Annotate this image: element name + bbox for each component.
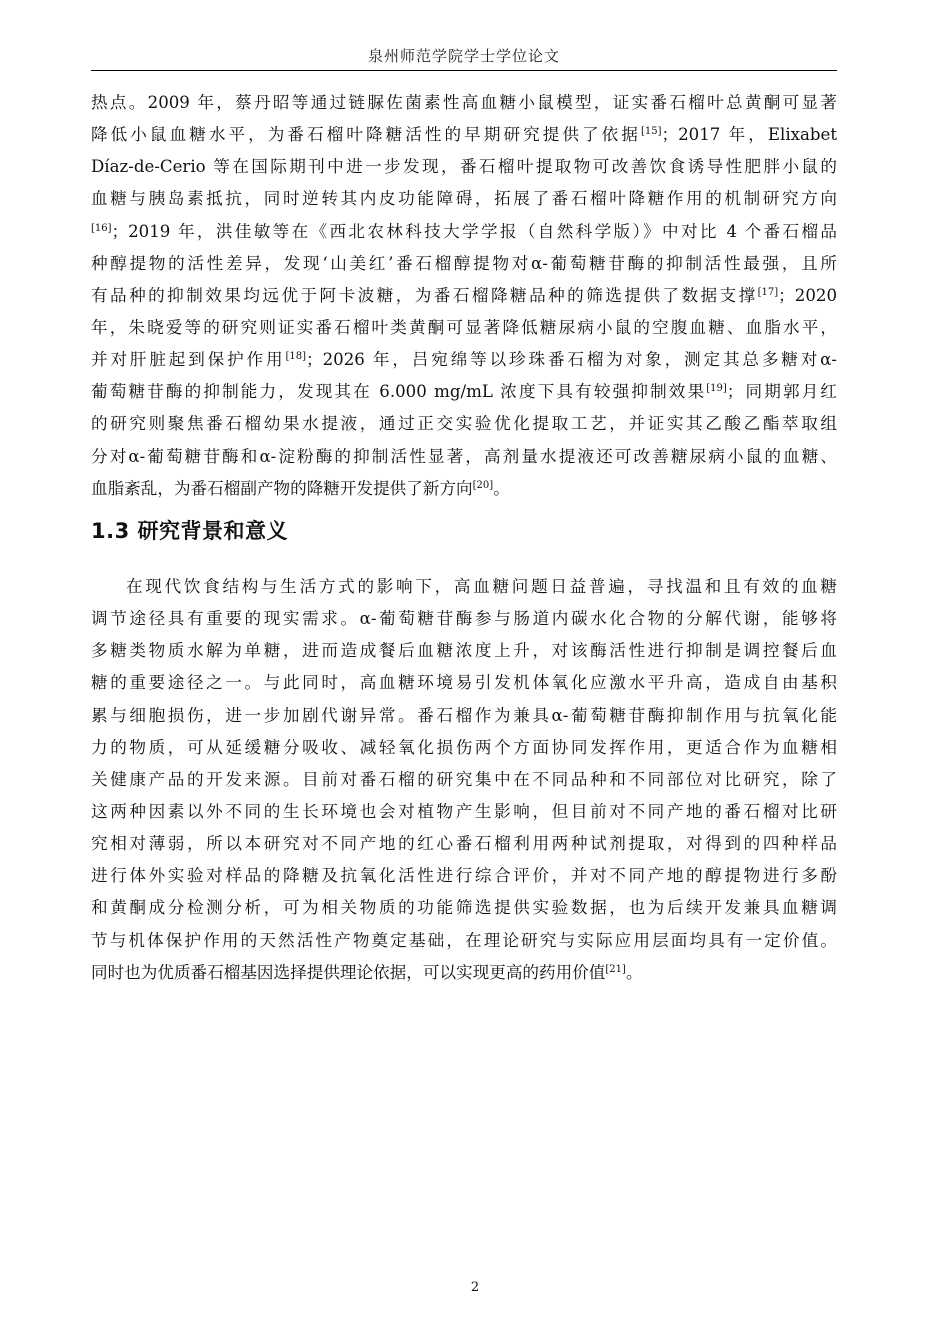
text-line [91, 764, 837, 796]
text-run: ；2020 [778, 285, 837, 305]
text-line [91, 408, 837, 440]
text-line [91, 312, 837, 344]
text-line [91, 280, 837, 312]
citation-ref: [15] [640, 126, 662, 138]
text-line [91, 473, 837, 505]
text-run: 。 [493, 478, 510, 498]
text-line [91, 892, 837, 924]
text-run: ；同期郭月红 [726, 382, 837, 402]
text-line [91, 119, 837, 151]
text-line [91, 376, 837, 408]
text-run: 进行体外实验对样品的降糖及抗氧化活性进行综合评价，并对不同产地的醇提物进行多酚 [91, 866, 837, 886]
text-run: ；2026 年，吕宛绵等以珍珠番石榴为对象，测定其总多糖对α- [305, 350, 837, 370]
text-line [91, 667, 837, 699]
text-run: 多糖类物质水解为单糖，进而造成餐后血糖浓度上升，对该酶活性进行抑制是调控餐后血 [91, 641, 837, 661]
text-line [91, 344, 837, 376]
text-run: 有品种的抑制效果均远优于阿卡波糖，为番石榴降糖品种的筛选提供了数据支撑 [91, 285, 758, 305]
section-heading: 1.3 研究背景和意义 [91, 519, 289, 543]
text-line [91, 925, 837, 957]
text-run: 降低小鼠血糖水平，为番石榴叶降糖活性的早期研究提供了依据 [91, 125, 641, 145]
text-line [91, 732, 837, 764]
citation-ref: [21] [605, 963, 626, 975]
text-line [91, 957, 837, 989]
text-run: Díaz-de-Cerio 等在国际期刊中进一步发现，番石榴叶提取物可改善饮食诱导性肥胖小鼠的 [91, 157, 837, 177]
text-line [91, 216, 837, 248]
text-line [91, 183, 837, 215]
text-run: 分对α-葡萄糖苷酶和α-淀粉酶的抑制活性显著，高剂量水提液还可改善糖尿病小鼠的血糖、 [91, 446, 837, 466]
text-run: 关健康产品的开发来源。目前对番石榴的研究集中在不同品种和不同部位对比研究，除了 [91, 769, 837, 789]
text-run: 年，朱晓爱等的研究则证实番石榴叶类黄酮可显著降低糖尿病小鼠的空腹血糖、血脂水平， [91, 317, 837, 337]
text-run: 调节途径具有重要的现实需求。α-葡萄糖苷酶参与肠道内碳水化合物的分解代谢，能够将 [91, 609, 837, 629]
thesis-title: 泉州师范学院学士学位论文 [367, 47, 560, 65]
text-run: ；2017 年，Elixabet [661, 125, 837, 145]
page-header [91, 46, 837, 71]
citation-ref: [18] [285, 351, 306, 363]
text-run: 糖的重要途径之一。与此同时，高血糖环境易引发机体氧化应激水平升高，造成自由基积 [91, 673, 837, 693]
text-run: 血脂紊乱，为番石榴副产物的降糖开发提供了新方向 [91, 478, 473, 498]
paragraph-background-significance [91, 571, 837, 989]
text-run: 并对肝脏起到保护作用 [91, 350, 286, 370]
paragraph-literature-review [91, 87, 837, 505]
text-line [91, 635, 837, 667]
text-line [91, 796, 837, 828]
text-run: 累与细胞损伤，进一步加剧代谢异常。番石榴作为兼具α-葡萄糖苷酶抑制作用与抗氧化能 [91, 705, 837, 725]
text-line [91, 441, 837, 473]
text-line [91, 151, 837, 183]
text-line [91, 571, 837, 603]
text-run: 葡萄糖苷酶的抑制能力，发现其在 6.000 mg/mL 浓度下具有较强抑制效果 [91, 382, 707, 402]
text-line [91, 87, 837, 119]
text-line [91, 248, 837, 280]
text-run: 的研究则聚焦番石榴幼果水提液，通过正交实验优化提取工艺，并证实其乙酸乙酯萃取组 [91, 414, 837, 434]
text-run: 究相对薄弱，所以本研究对不同产地的红心番石榴利用两种试剂提取，对得到的四种样品 [91, 834, 837, 854]
text-run: 血糖与胰岛素抵抗，同时逆转其内皮功能障碍，拓展了番石榴叶降糖作用的机制研究方向 [91, 189, 837, 209]
text-run: 。 [625, 962, 643, 982]
text-run: 在现代饮食结构与生活方式的影响下，高血糖问题日益普遍，寻找温和且有效的血糖 [126, 577, 837, 596]
text-run: 同时也为优质番石榴基因选择提供理论依据，可以实现更高的药用价值 [91, 962, 606, 982]
text-run: 力的物质，可从延缓糖分吸收、减轻氧化损伤两个方面协同发挥作用，更适合作为血糖相 [91, 737, 837, 757]
citation-ref: [19] [706, 383, 727, 395]
page-number: 2 [470, 1280, 480, 1295]
text-line [91, 860, 837, 892]
text-run: 种醇提物的活性差异，发现‘山美红’番石榴醇提物对α-葡萄糖苷酶的抑制活性最强，且所 [91, 253, 837, 273]
text-line [91, 828, 837, 860]
text-run: 热点。2009 年，蔡丹昭等通过链脲佐菌素性高血糖小鼠模型，证实番石榴叶总黄酮可显著 [91, 93, 837, 112]
citation-ref: [20] [472, 479, 494, 491]
text-run: 节与机体保护作用的天然活性产物奠定基础，在理论研究与实际应用层面均具有一定价值。 [91, 930, 837, 950]
citation-ref: [16] [91, 222, 112, 234]
text-line [91, 700, 837, 732]
text-run: 和黄酮成分检测分析，可为相关物质的功能筛选提供实验数据，也为后续开发兼具血糖调 [91, 898, 837, 918]
text-run: ；2019 年，洪佳敏等在《西北农林科技大学学报（自然科学版）》中对比 4 个番石榴品 [111, 221, 837, 241]
text-line [91, 603, 837, 635]
text-run: 这两种因素以外不同的生长环境也会对植物产生影响，但目前对不同产地的番石榴对比研 [91, 801, 837, 821]
citation-ref: [17] [757, 286, 779, 298]
